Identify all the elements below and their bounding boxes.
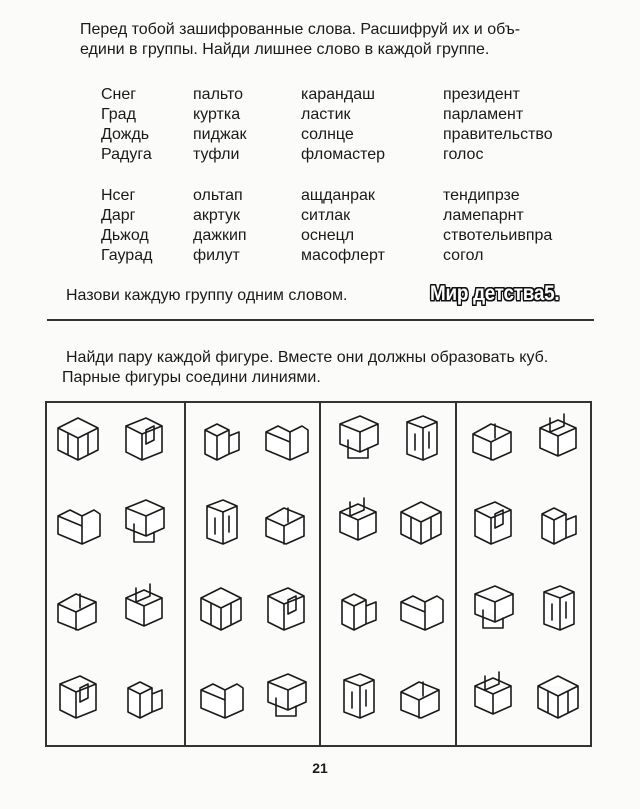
block-figure-drawing <box>393 580 449 636</box>
block-figure-drawing <box>258 410 314 466</box>
block-figure[interactable] <box>330 668 386 724</box>
block-figure-drawing <box>116 580 172 636</box>
block-figure-drawing <box>258 668 314 724</box>
block-figure[interactable] <box>193 410 249 466</box>
scrambled-column-1 <box>101 186 152 266</box>
name-groups-prompt: Назови каждую группу одним словом. <box>66 287 348 304</box>
word: масофлерт <box>301 247 385 264</box>
word: голос <box>443 146 484 163</box>
task1-instructions <box>62 20 602 60</box>
block-figure-drawing <box>530 494 586 550</box>
word: Радуга <box>101 146 152 163</box>
block-figure[interactable] <box>193 668 249 724</box>
grid-column-divider <box>319 401 321 747</box>
block-figure-drawing <box>193 580 249 636</box>
word: Дьжод <box>101 227 149 244</box>
task2-instructions: Найди пару каждой фигуре. Вместе они должны образовать куб. Парные фигуры соедини линиями. <box>62 349 549 386</box>
block-figure-drawing <box>116 668 172 724</box>
block-figure-drawing <box>50 410 106 466</box>
word: куртка <box>193 106 241 123</box>
block-figure[interactable] <box>330 410 386 466</box>
block-figure[interactable] <box>50 668 106 724</box>
block-figure[interactable] <box>530 668 586 724</box>
grid-column-divider <box>184 401 186 747</box>
block-figure[interactable] <box>116 580 172 636</box>
task1-text-line1: Перед тобой зашифрованные слова. Расшифруй их и объ- <box>80 21 521 38</box>
block-figure-drawing <box>393 668 449 724</box>
block-figure[interactable] <box>330 580 386 636</box>
block-figure-drawing <box>330 410 386 466</box>
block-figure[interactable] <box>258 580 314 636</box>
word: ламепарнт <box>443 207 524 224</box>
block-figure-drawing <box>258 494 314 550</box>
block-figure[interactable] <box>50 410 106 466</box>
block-figure-drawing <box>530 410 586 466</box>
block-figure[interactable] <box>530 494 586 550</box>
block-figure[interactable] <box>530 580 586 636</box>
section-divider <box>47 319 594 321</box>
block-figure[interactable] <box>193 494 249 550</box>
block-figure-drawing <box>465 410 521 466</box>
page-number: 21 <box>312 760 328 776</box>
word: президент <box>443 86 520 103</box>
block-figure-drawing <box>193 410 249 466</box>
block-figure-drawing <box>50 668 106 724</box>
word: туфли <box>193 146 240 163</box>
word: Снег <box>101 86 137 103</box>
block-figure-drawing <box>193 494 249 550</box>
block-figure-drawing <box>330 580 386 636</box>
block-figure-drawing <box>530 580 586 636</box>
block-figure[interactable] <box>393 668 449 724</box>
word: филут <box>193 247 240 264</box>
word: ольтап <box>193 187 243 204</box>
word-column-2 <box>193 85 247 165</box>
word-column-1 <box>101 85 152 165</box>
brand-watermark: Мир детства5. <box>430 282 560 305</box>
word: Нсег <box>101 187 136 204</box>
block-figure-drawing <box>193 668 249 724</box>
word-column-4 <box>443 85 553 165</box>
word: дажкип <box>193 227 247 244</box>
scrambled-column-3 <box>301 186 385 266</box>
task1-text-line2: едини в группы. Найди лишнее слово в каждой группе. <box>80 41 490 58</box>
block-figure-drawing <box>465 494 521 550</box>
scrambled-column-2 <box>193 186 247 266</box>
scrambled-column-4 <box>443 186 552 266</box>
block-figure[interactable] <box>465 580 521 636</box>
word: солнце <box>301 126 354 143</box>
block-figure[interactable] <box>50 580 106 636</box>
word: акртук <box>193 207 240 224</box>
word: ситлак <box>301 207 351 224</box>
block-figure-drawing <box>465 580 521 636</box>
block-figure[interactable] <box>465 410 521 466</box>
block-figure-drawing <box>258 580 314 636</box>
block-figure[interactable] <box>116 410 172 466</box>
block-figure-drawing <box>330 668 386 724</box>
word: правительство <box>443 126 553 143</box>
word: парламент <box>443 106 524 123</box>
block-figure[interactable] <box>530 410 586 466</box>
word: Дождь <box>101 126 150 143</box>
word: оснецл <box>301 227 355 244</box>
block-figure[interactable] <box>50 494 106 550</box>
block-figure-drawing <box>393 410 449 466</box>
word: пиджак <box>193 126 247 143</box>
block-figure[interactable] <box>258 494 314 550</box>
block-figure-drawing <box>50 494 106 550</box>
word-column-3 <box>301 85 385 165</box>
word: ащданрак <box>301 187 375 204</box>
word: пальто <box>193 86 244 103</box>
word: тендипрзе <box>443 187 520 204</box>
block-figure-drawing <box>116 494 172 550</box>
block-figure-drawing <box>116 410 172 466</box>
block-figure[interactable] <box>116 494 172 550</box>
word: фломастер <box>301 146 386 163</box>
grid-column-divider <box>455 401 457 747</box>
word: Дарг <box>101 207 136 224</box>
block-figure[interactable] <box>258 410 314 466</box>
word: Гаурад <box>101 247 153 264</box>
word: Град <box>101 106 136 123</box>
word: карандаш <box>301 86 375 103</box>
block-figure-drawing <box>330 494 386 550</box>
block-figure[interactable] <box>258 668 314 724</box>
block-figure[interactable] <box>330 494 386 550</box>
block-figure-drawing <box>393 494 449 550</box>
block-figure[interactable] <box>393 410 449 466</box>
word: согол <box>443 247 484 264</box>
word: ластик <box>301 106 351 123</box>
word: ствотельивпра <box>443 227 553 244</box>
block-figure[interactable] <box>465 668 521 724</box>
block-figure[interactable] <box>393 580 449 636</box>
block-figure-drawing <box>465 668 521 724</box>
block-figure[interactable] <box>116 668 172 724</box>
block-figure[interactable] <box>465 494 521 550</box>
block-figure[interactable] <box>193 580 249 636</box>
block-figure-drawing <box>530 668 586 724</box>
block-figure[interactable] <box>393 494 449 550</box>
block-figure-drawing <box>50 580 106 636</box>
